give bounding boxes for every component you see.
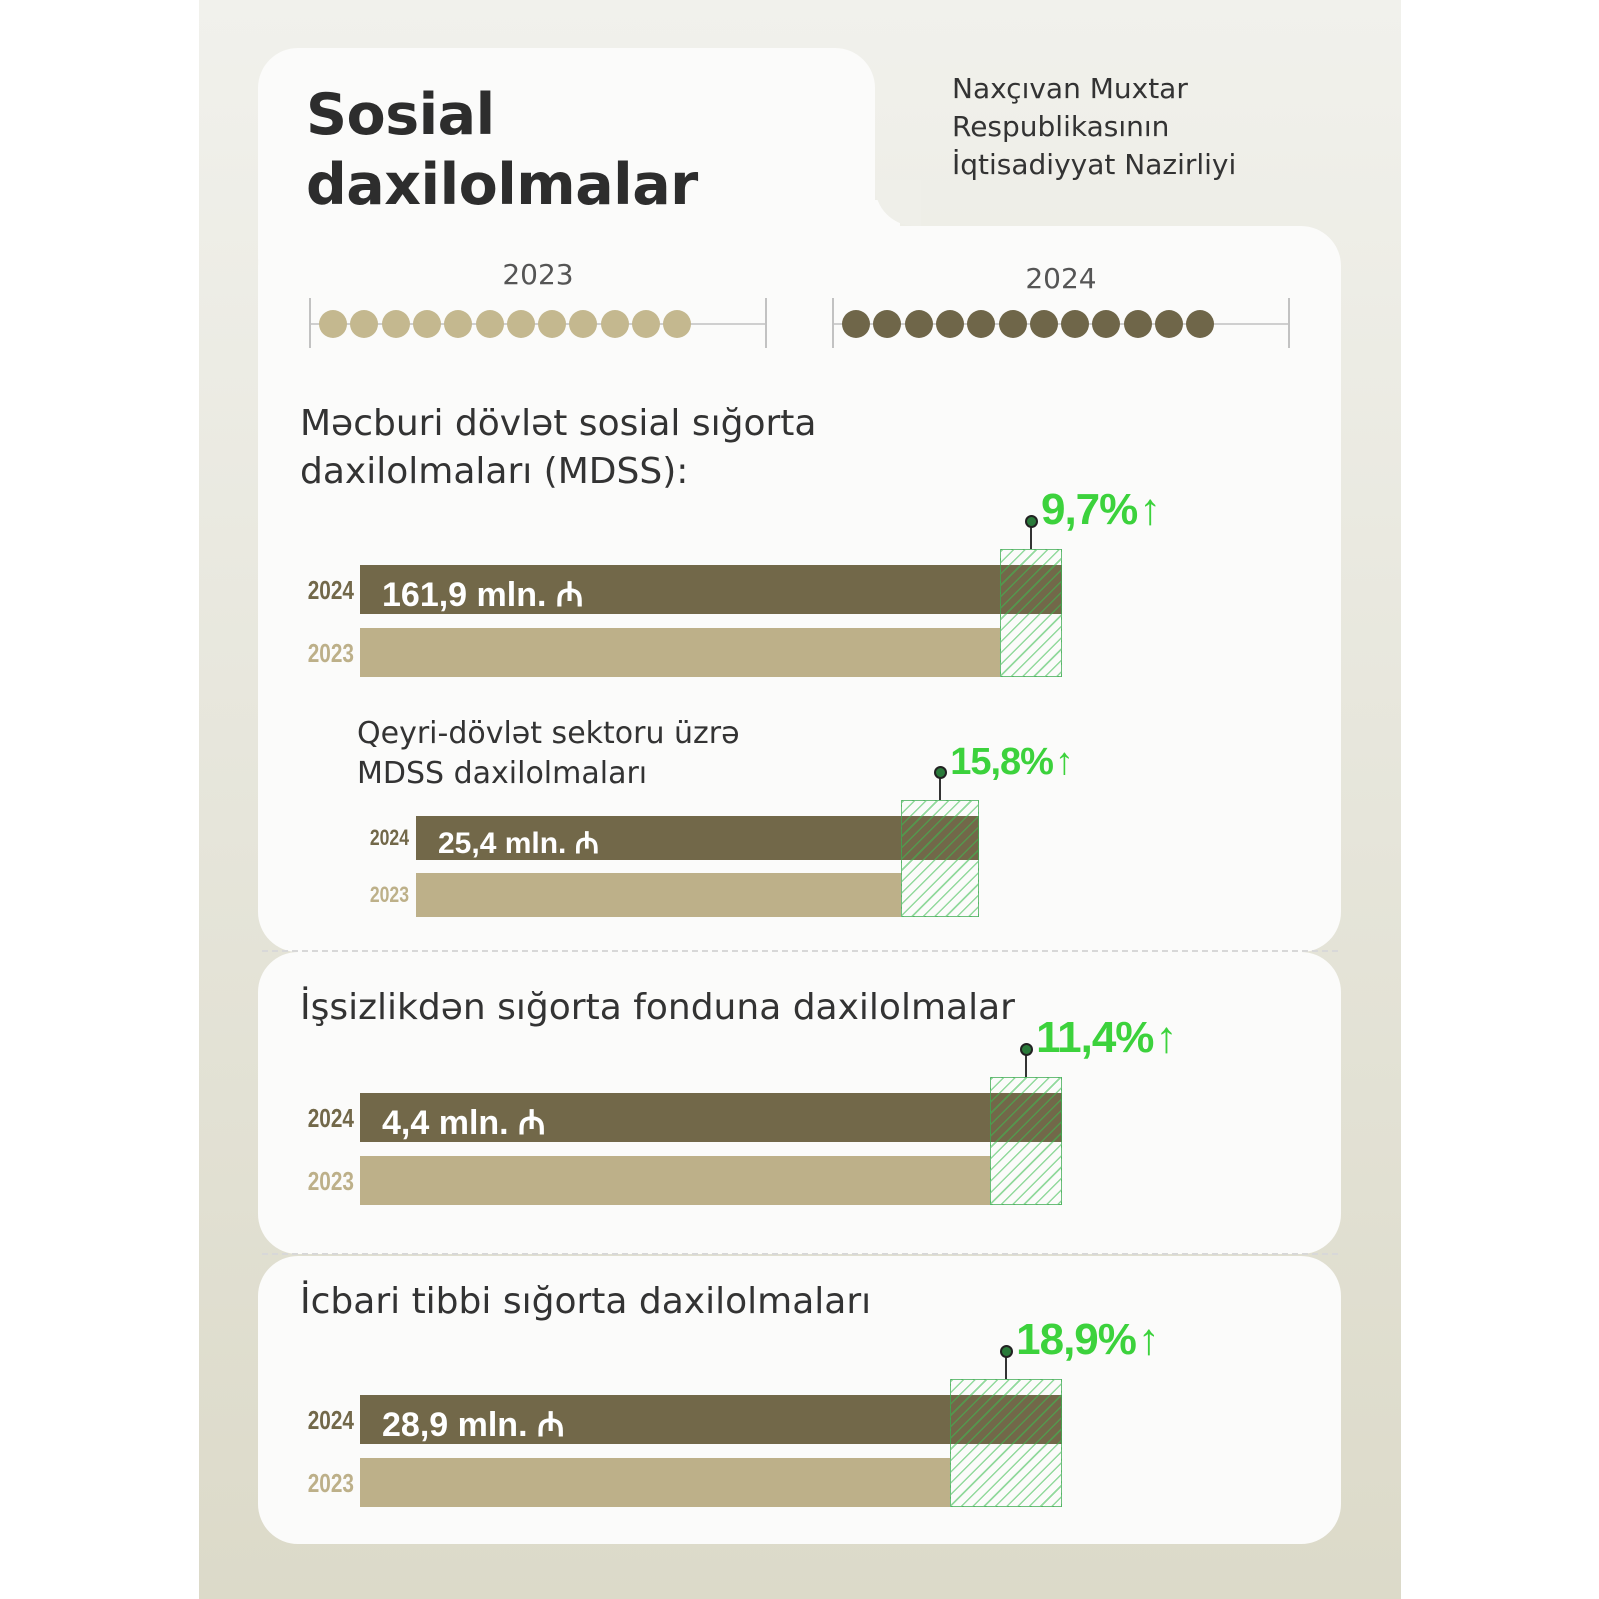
month-dot [1186,310,1214,338]
month-dot [569,310,597,338]
timeline-end-tick [765,298,767,348]
bar-2023 [360,628,1000,677]
month-dot [842,310,870,338]
bar-2023 [416,873,901,917]
month-dot [1030,310,1058,338]
year-tick-label: 2024 [307,1404,354,1435]
month-dot [350,310,378,338]
month-dot [1155,310,1183,338]
bar-2023 [360,1458,950,1507]
growth-percentage [1016,1315,1159,1365]
month-dot [507,310,535,338]
bar-value-label: 161,9 mln. ₼ [382,575,584,614]
month-dot [999,310,1027,338]
growth-percentage-value: 9,7% [1040,484,1138,534]
page-title: Sosial daxilolmalar [306,82,698,218]
growth-hatch [990,1077,1062,1205]
month-dot [632,310,660,338]
month-dot [538,310,566,338]
timeline-2023 [309,298,767,348]
month-dot [413,310,441,338]
bar-value-label: 25,4 mln. ₼ [438,826,600,860]
growth-pin-dot [1025,515,1038,528]
year-tick-label: 2024 [307,574,354,605]
growth-percentage-value: 11,4% [1036,1012,1154,1062]
year-tick-label: 2023 [307,1165,354,1196]
growth-pin-dot [1020,1043,1033,1056]
month-dot [663,310,691,338]
month-dot [905,310,933,338]
growth-percentage [950,741,1073,784]
up-arrow-icon: ↑ [1139,484,1161,534]
mdss-section-title: Məcburi dövlət sosial sığorta daxilolmaları (MDSS): [300,403,817,492]
bar-value-label: 4,4 mln. ₼ [382,1103,546,1142]
growth-percentage [1036,1013,1176,1063]
growth-hatch [901,800,979,917]
organization-name: Naxçıvan Muxtar Respublikasının İqtisadiyyat Nazirliyi [952,72,1237,181]
growth-hatch [950,1379,1062,1507]
growth-percentage [1041,485,1160,535]
year-tick-label: 2024 [307,1102,354,1133]
year-tick-label: 2023 [307,637,354,668]
month-dot [936,310,964,338]
up-arrow-icon: ↑ [1054,741,1073,784]
timeline-year-2023: 2023 [502,258,574,291]
timeline-2024 [832,298,1290,348]
month-dot [444,310,472,338]
month-dot [319,310,347,338]
bar-2023 [360,1156,990,1205]
up-arrow-icon: ↑ [1137,1314,1159,1364]
timeline-year-2024: 2024 [1025,262,1097,295]
month-dot [873,310,901,338]
month-dot [601,310,629,338]
month-dot [1061,310,1089,338]
growth-hatch [1000,549,1062,677]
month-dot [967,310,995,338]
growth-percentage-value: 18,9% [1016,1314,1136,1364]
medical-section-title: İcbari tibbi sığorta daxilolmaları [300,1281,872,1322]
timeline-end-tick [1288,298,1290,348]
unemployment-section-title: İşsizlikdən sığorta fonduna daxilolmalar [300,987,1015,1028]
up-arrow-icon: ↑ [1155,1012,1177,1062]
year-tick-label: 2023 [307,1467,354,1498]
bar-value-label: 28,9 mln. ₼ [382,1405,565,1444]
month-dot [1092,310,1120,338]
growth-percentage-value: 15,8% [950,741,1053,784]
timeline-start-tick [832,298,834,348]
month-dot [476,310,504,338]
month-dot [1124,310,1152,338]
year-tick-label: 2024 [369,825,409,851]
section-divider [262,1253,1338,1255]
nonstate-section-title: Qeyri-dövlət sektoru üzrə MDSS daxilolmaları [357,716,740,791]
timeline-start-tick [309,298,311,348]
year-tick-label: 2023 [369,882,409,908]
month-dot [382,310,410,338]
